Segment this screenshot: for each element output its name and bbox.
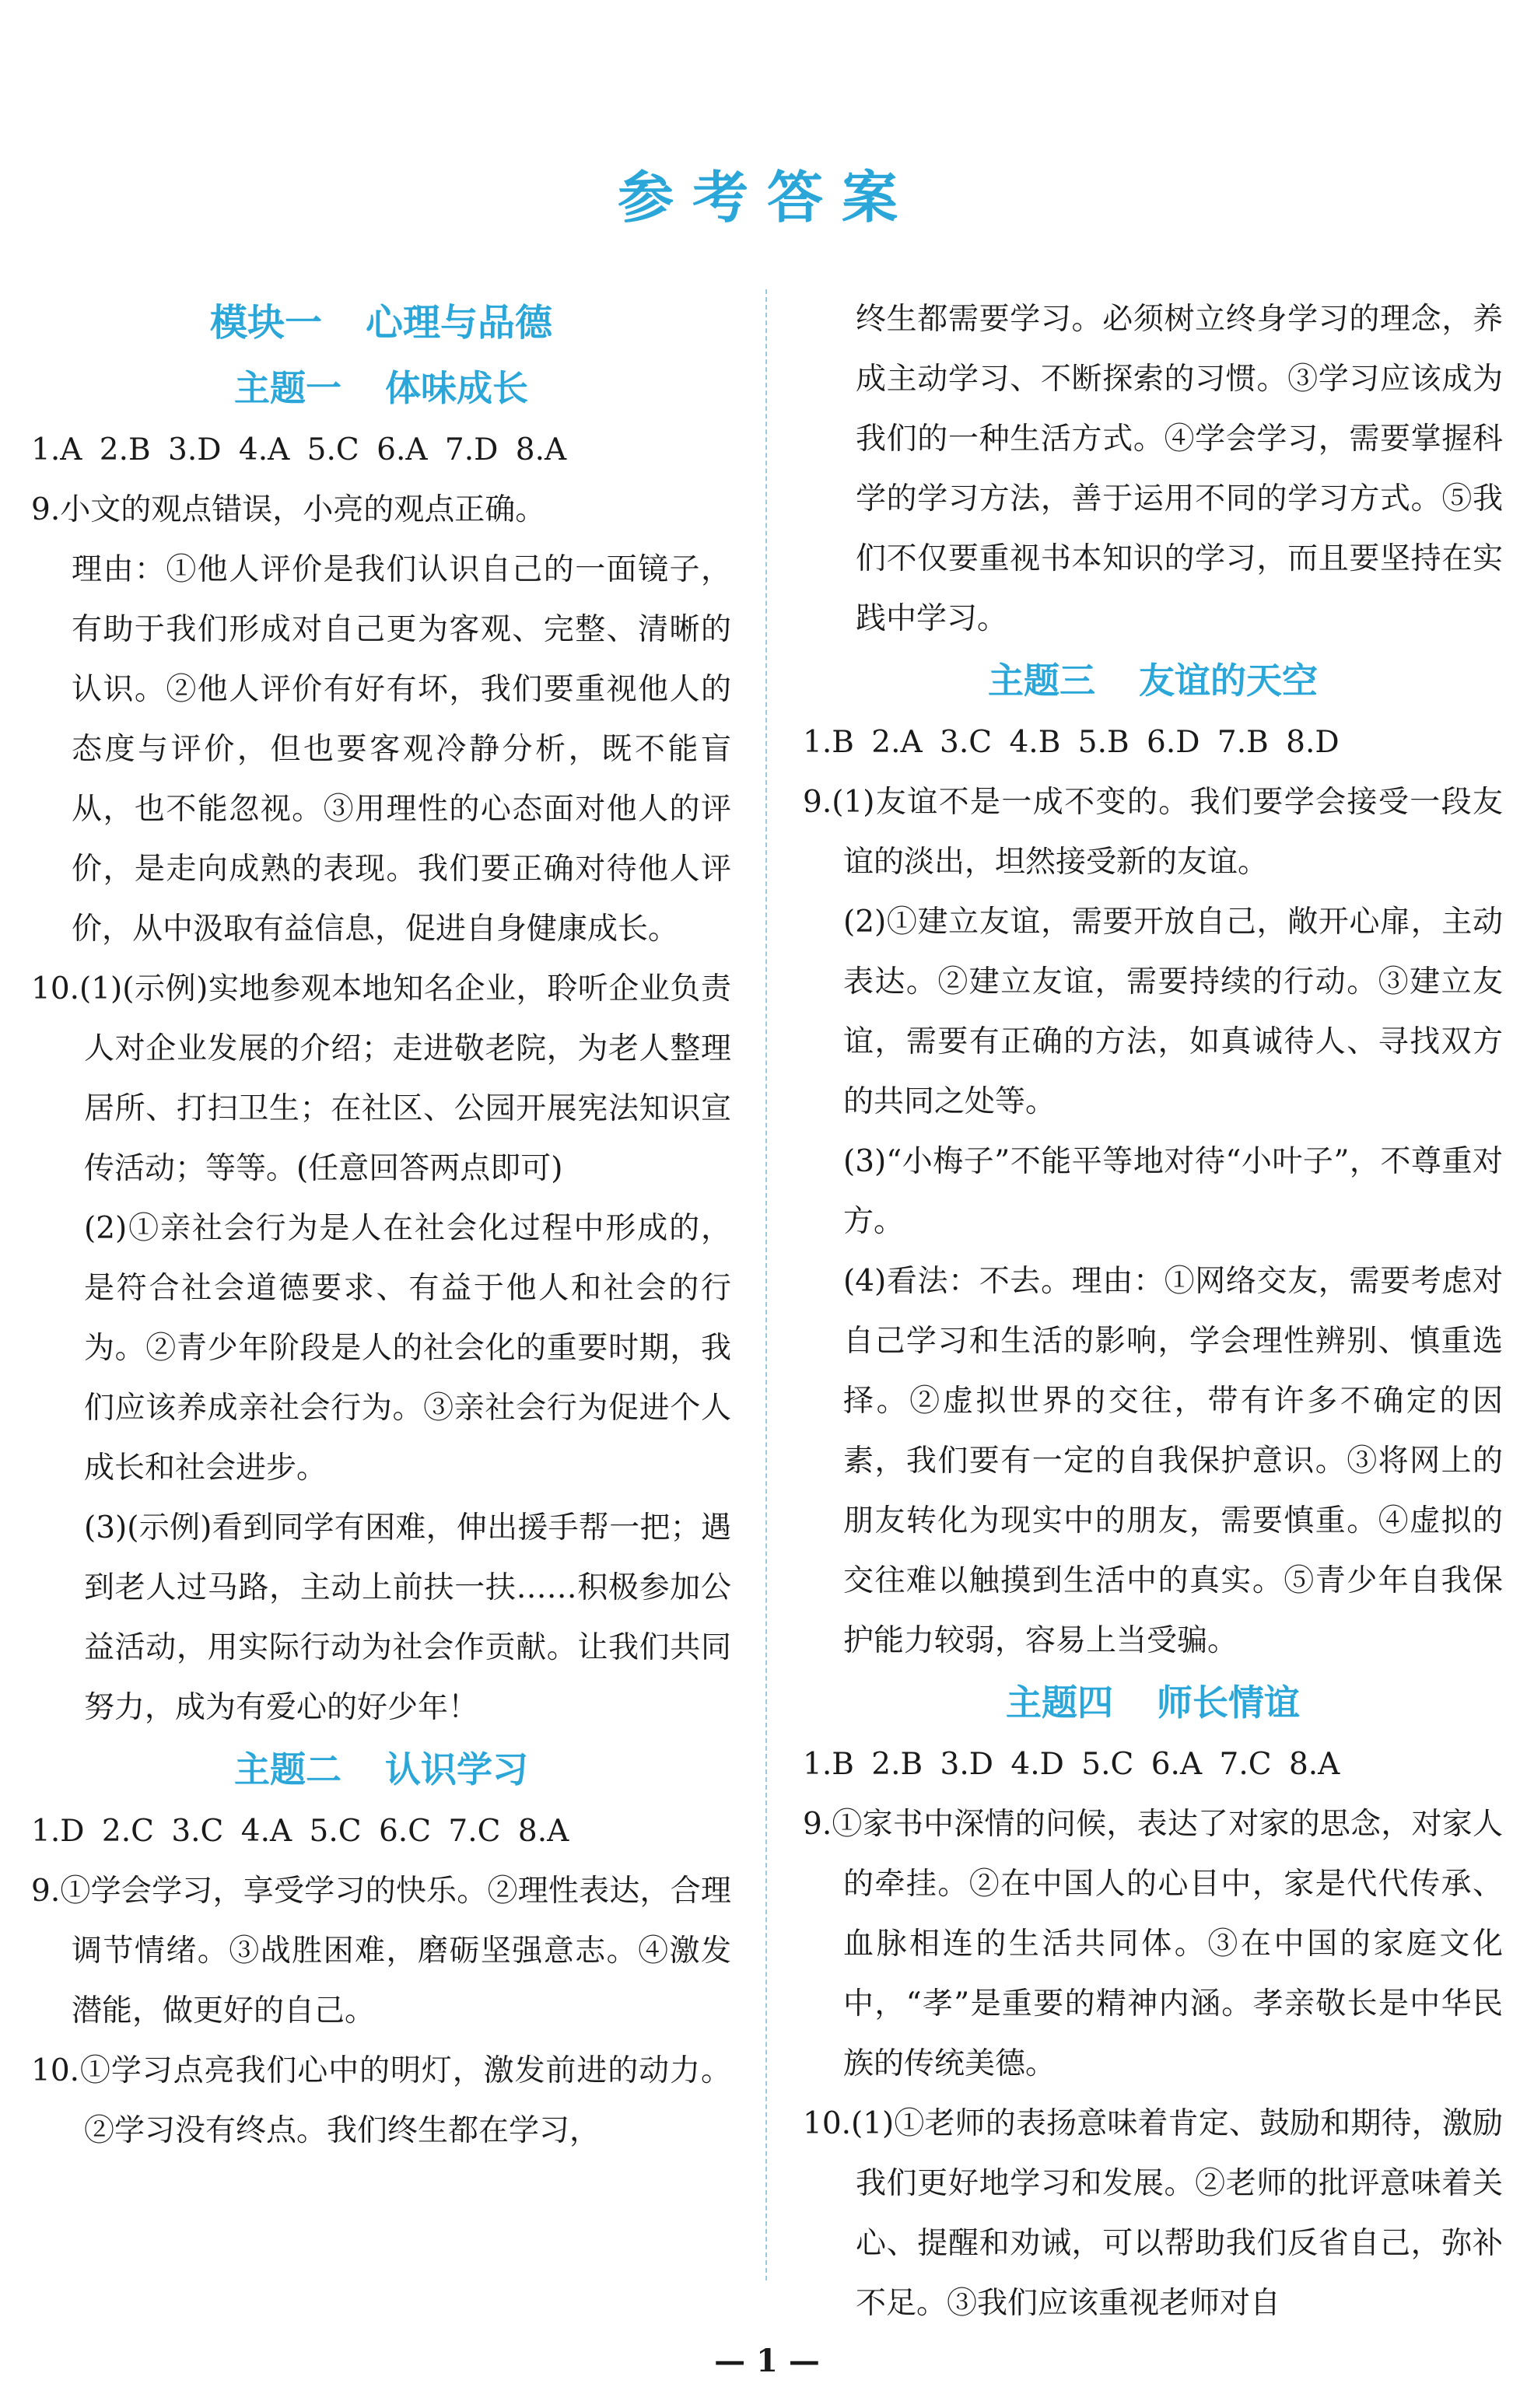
section-number: 主题二 bbox=[234, 1748, 341, 1790]
mc-answers-1: 1.A 2.B 3.D 4.A 5.C 6.A 7.D 8.A bbox=[31, 432, 567, 467]
page-number: — 1 — bbox=[714, 2343, 820, 2379]
mc-answers-3: 1.B 2.A 3.C 4.B 5.B 6.D 7.B 8.D bbox=[803, 725, 1340, 760]
section-name: 师长情谊 bbox=[1157, 1682, 1300, 1724]
answer-10-1: 10.(1)(示例)实地参观本地知名企业，聆听企业负责人对企业发展的介绍；走进敬老院，为老人整理居所、打扫卫生；在社区、公园开展宪法知识宣传活动；等等。(任意回答两点即可) bbox=[31, 971, 731, 1186]
right-column bbox=[803, 289, 1503, 2333]
left-column bbox=[31, 289, 731, 2161]
section-number: 主题三 bbox=[988, 660, 1095, 702]
column-divider bbox=[765, 289, 767, 2280]
answer-9-reason: 理由：①他人评价是我们认识自己的一面镜子，有助于我们形成对自己更为客观、完整、清晰的认识。②他人评价有好有坏，我们要重视他人的态度与评价，但也要客观冷静分析，既不能盲从，也不能忽视。③用理性的心态面对他人的评价，是走向成熟的表现。我们要正确对待他人评价，从中汲取有益信息，促进自身健康成长。 bbox=[72, 552, 731, 947]
answer-9-4: (4)看法：不去。理由：①网络交友，需要考虑对自己学习和生活的影响，学会理性辨别、慎重选择。②虚拟世界的交往，带有许多不确定的因素，我们要有一定的自我保护意识。③将网上的朋友转化为现实中的朋友，需要慎重。④虚拟的交往难以触摸到生活中的真实。⑤青少年自我保护能力较弱，容易上当受骗。 bbox=[843, 1264, 1503, 1658]
answer-10: 10.①学习点亮我们心中的明灯，激发前进的动力。②学习没有终点。我们终生都在学习， bbox=[31, 2053, 731, 2148]
page-title: 参考答案 bbox=[617, 165, 916, 230]
section-name: 友谊的天空 bbox=[1139, 660, 1318, 702]
mc-answers-2: 1.D 2.C 3.C 4.A 5.C 6.C 7.C 8.A bbox=[31, 1814, 569, 1849]
section-number: 主题一 bbox=[234, 367, 341, 409]
module-title bbox=[31, 289, 731, 356]
section-title-4 bbox=[803, 1671, 1503, 1734]
section-title-2 bbox=[31, 1738, 731, 1801]
module-number: 模块一 bbox=[209, 301, 322, 345]
answer-10-1: 10.(1)①老师的表扬意味着肯定、鼓励和期待，激励我们更好地学习和发展。②老师的批评意味着关心、提醒和劝诫，可以帮助我们反省自己，弥补不足。③我们应该重视老师对自 bbox=[803, 2106, 1503, 2321]
section-name: 体味成长 bbox=[385, 367, 528, 409]
answer-10-3: (3)(示例)看到同学有困难，伸出援手帮一把；遇到老人过马路，主动上前扶一扶……积极参加公益活动，用实际行动为社会作贡献。让我们共同努力，成为有爱心的好少年！ bbox=[84, 1510, 731, 1725]
answer-9: 9.①学会学习，享受学习的快乐。②理性表达，合理调节情绪。③战胜困难，磨砺坚强意志。④激发潜能，做更好的自己。 bbox=[31, 1874, 731, 2028]
section-number: 主题四 bbox=[1006, 1682, 1113, 1724]
answer-9-3: (3)“小梅子”不能平等地对待“小叶子”，不尊重对方。 bbox=[843, 1144, 1503, 1239]
module-name: 心理与品德 bbox=[366, 301, 553, 345]
section-title-3 bbox=[803, 649, 1503, 712]
answer-9-2: (2)①建立友谊，需要开放自己，敞开心扉，主动表达。②建立友谊，需要持续的行动。③建立友谊，需要有正确的方法，如真诚待人、寻找双方的共同之处等。 bbox=[843, 905, 1503, 1119]
answer-9-conclusion: 9.小文的观点错误，小亮的观点正确。 bbox=[31, 492, 546, 527]
answer-10-continued: 终生都需要学习。必须树立终身学习的理念，养成主动学习、不断探索的习惯。③学习应该成为我们的一种生活方式。④学会学习，需要掌握科学的学习方法，善于运用不同的学习方式。⑤我们不仅要重视书本知识的学习，而且要坚持在实践中学习。 bbox=[856, 302, 1503, 636]
section-title-1 bbox=[31, 356, 731, 420]
section-name: 认识学习 bbox=[385, 1748, 528, 1790]
mc-answers-4: 1.B 2.B 3.D 4.D 5.C 6.A 7.C 8.A bbox=[803, 1747, 1340, 1782]
answer-9-1: 9.(1)友谊不是一成不变的。我们要学会接受一段友谊的淡出，坦然接受新的友谊。 bbox=[803, 785, 1503, 880]
answer-9: 9.①家书中深情的问候，表达了对家的思念，对家人的牵挂。②在中国人的心目中，家是代代传承、血脉相连的生活共同体。③在中国的家庭文化中，“孝”是重要的精神内涵。孝亲敬长是中华民族的传统美德。 bbox=[803, 1807, 1503, 2081]
answer-10-2: (2)①亲社会行为是人在社会化过程中形成的，是符合社会道德要求、有益于他人和社会的行为。②青少年阶段是人的社会化的重要时期，我们应该养成亲社会行为。③亲社会行为促进个人成长和社会进步。 bbox=[84, 1211, 731, 1486]
